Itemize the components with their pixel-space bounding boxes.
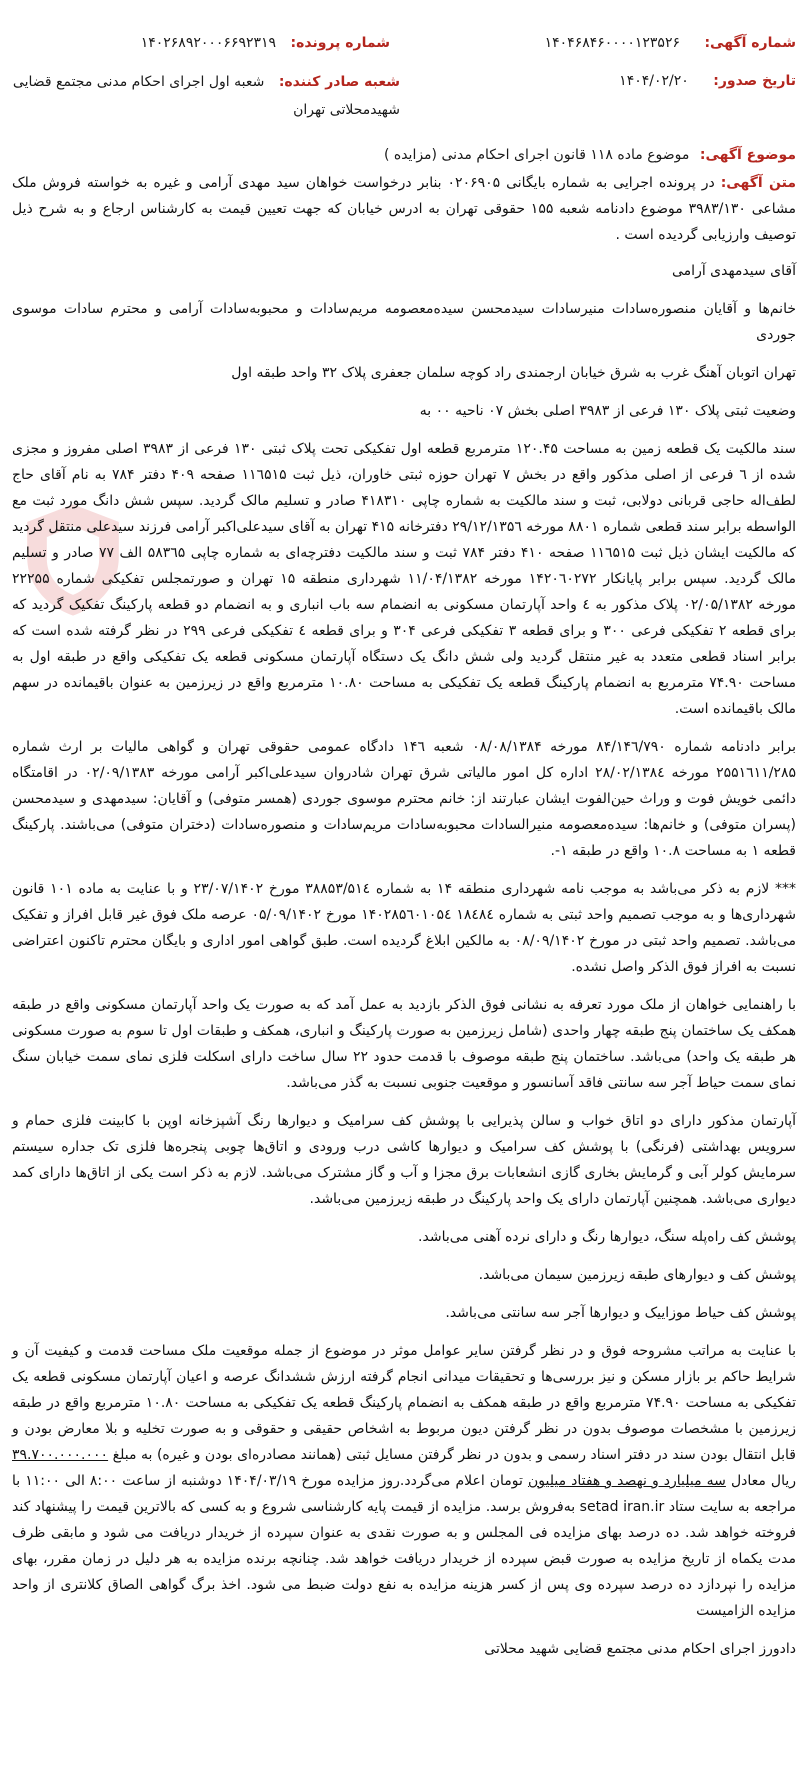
- apartment-paragraph: آپارتمان مذکور دارای دو اتاق خواب و سالن پذیرایی با پوشش کف سرامیک و دیوارها رنگ آشپزخانه اوپن با کابینت فلزی حمام و سرویس بهداشتی (فرنگی) با پوشش کف سرامیک و دیوارها کاشی درب ورودی و اتاق‌ها چوبی پنجره‌ها فلزی تک جداره سیستم سرمایش کولر آبی و گرمایش بخاری گازی انشعابات برق مجزا و آب و گاز مشترک می‌باشد. لازم به ذکر است یکی از اتاق‌ها دارای کمد دیواری می‌باشد. همچنین آپارتمان دارای یک واحد پارکینگ در طبقه زیرزمین می‌باشد.: [12, 1113, 796, 1207]
- notice-paragraph: *** لازم به ذکر می‌باشد به موجب نامه شهرداری منطقه ۱۴ به شماره ۳۸۸۵۳/۵۱٤ مورخ ۲۳/۰۷/۱۴۰۲ و با عنایت به ماده ۱۰۱ قانون شهرداری‌ها و به موجب تصمیم واحد ثبتی به شماره ۱۸٤۸٤ ۱۴۰۲۸۵٦۰۱۰۵٤ مورخ ۰۵/۰۹/۱۴۰۲ عرصه ملک فوق غیر قابل افراز و تفکیک می‌باشد. تصمیم واحد ثبتی در مورخ ۰۸/۰۹/۱۴۰۲ به مالکین ابلاغ گردیده است. طبق گواهی امور اداری و بایگان محترم تاکنون اعتراضی نسبت به افراز فوق الذکر واصل نشده.: [12, 881, 796, 975]
- parties-paragraph: خانم‌ها و آقایان منصوره‌سادات منیرسادات سیدمحسن سیده‌معصومه مریم‌سادات و محبوبه‌سادات آرامی و محترم سادات موسوی جوردی: [12, 301, 796, 343]
- yard-paragraph: پوشش کف حیاط موزاییک و دیوارها آجر سه سانتی می‌باشد.: [445, 1305, 796, 1321]
- issue-date-value: ۱۴۰۴/۰۲/۲۰: [619, 73, 689, 89]
- status-paragraph: وضعیت ثبتی پلاک ۱۳۰ فرعی از ۳۹۸۳ اصلی بخش ۰۷ ناحیه ۰۰ به: [419, 403, 796, 419]
- plaintiff-paragraph: آقای سیدمهدی آرامی: [672, 263, 796, 279]
- ad-number-value: ۱۴۰۴۶۸۴۶۰۰۰۰۱۲۳۵۲۶: [544, 35, 680, 51]
- valuation-paragraph: [12, 1338, 796, 1624]
- intro-paragraph: [12, 170, 796, 248]
- text-label: متن آگهی:: [720, 175, 796, 191]
- signature-line: دادورز اجرای احکام مدنی مجتمع قضایی شهید محلاتی: [484, 1641, 796, 1657]
- issuer-label: شعبه صادر کننده:: [278, 74, 400, 90]
- announcement-body: [12, 170, 796, 1674]
- issue-date-row: [416, 68, 796, 94]
- stairs-paragraph: پوشش کف راه‌پله سنگ، دیوارها رنگ و دارای نرده آهنی می‌باشد.: [418, 1229, 796, 1245]
- ad-number-label: شماره آگهی:: [704, 35, 796, 51]
- intro-text: در پرونده اجرایی به شماره بایگانی ۰۲۰۶۹۰۵ بنابر درخواست خواهان سید مهدی آرامی و غیره به خواسته فروش ملک مشاعی ۳۹۸۳/۱۳۰ موضوع دادنامه شعبه ۱۵۵ حقوقی تهران به ادرس خیابان که جهت تعیین قیمت به کارشناس ارجاع و به شرح ذیل توصیف وارزیابی گردیده است .: [12, 175, 797, 243]
- amount-words: سه میلیارد و نهصد و هفتاد میلیون: [527, 1473, 726, 1489]
- issuer-value: شعبه اول اجرای احکام مدنی مجتمع قضایی شهیدمحلاتی تهران: [12, 74, 400, 118]
- header-block: [0, 0, 806, 140]
- inheritance-paragraph: برابر دادنامه شماره ۸۴/۱۴٦/۷۹۰ مورخه ۰۸/۰۸/۱۳۸۴ شعبه ۱۴٦ دادگاه عمومی حقوقی تهران و گواهی مالیات بر ارث شماره ۲۵۵۱٦۱۱/۲۸۵ مورخه ۲۸/۰۲/۱۳۸٤ اداره کل امور مالیاتی شرق تهران شادروان سیدعلی‌اکبر آرامی مورخه ۰۲/۰۹/۱۳۸۳ در اقامتگاه دائمی خویش فوت و وراث حین‌الفوت ایشان عبارتند از: خانم محترم موسوی جوردی (همسر متوفی) و آقایان: سیدمهدی و سیدمحسن (پسران متوفی) و خانم‌ها: سیده‌معصومه منیرالسادات محبوبه‌سادات مریم‌سادات و منصوره‌سادات (دختران متوفی) می‌باشند. پارکینگ قطعه ۱ به مساحت ۱۰.۸ واقع در طبقه ۱-.: [12, 739, 796, 859]
- case-number-value: ۱۴۰۲۶۸۹۲۰۰۰۶۶۹۲۳۱۹: [140, 35, 277, 51]
- subject-value: موضوع ماده ۱۱۸ قانون اجرای احکام مدنی (مزایده ): [383, 147, 690, 163]
- issue-date-label: تاریخ صدور:: [713, 73, 796, 89]
- valuation-text-2: تومان اعلام می‌گردد.روز مزایده مورخ ۱۴۰۴/۰۳/۱۹ دوشنبه از ساعت ۸:۰۰ الی ۱۱:۰۰ با مراجعه به سایت ستاد setad iran.ir به‌فروش برسد. مزایده از قیمت پایه کارشناسی شروع و به کسی که بالاترین قیمت را پیشنهاد کند فروخته خواهد شد. ده درصد بهای مزایده فی المجلس و به صورت نقدی به عنوان سپرده از خریدار دریافت می شود و مابقی ظرف مدت یکماه از تاریخ مزایده به صورت قبض سپرده از خریدار دریافت خواهد شد. چنانچه برنده مزایده به هر دلیل در زمان مقرر، بهای مزایده را نپردازد ده درصد سپرده وی پس از کسر هزینه مزایده به نفع دولت ضبط می شود. اخذ برگ گواهی الصاق کلانتری از واحد مزایده الزامیست: [12, 1473, 796, 1619]
- basement-paragraph: پوشش کف و دیوارهای طبقه زیرزمین سیمان می‌باشد.: [478, 1267, 796, 1283]
- ownership-paragraph: سند مالکیت یک قطعه زمین به مساحت ۱۲۰.۴۵ مترمربع قطعه اول تفکیکی تحت پلاک ثبتی ۱۳۰ فرعی از ۳۹۸۳ اصلی مفروز و مجزی شده از ٦ فرعی از اصلی مذکور واقع در بخش ۷ تهران حوزه ثبتی خاوران، ذیل ثبت ۱۱٦۵۱۵ صفحه ۴۰۹ دفتر ۷۸۴ به نام آقای حاج لطف‌اله حاجی قربانی دولابی، ثبت و سند مالکیت به شماره چاپی ۴۱۸۳۱۰ صادر و تسلیم مالک گردید. سپس شش دانگ مورد ثبت مع الواسطه برابر سند قطعی شماره ۸۸۰۱ مورخه ۲۹/۱۲/۱۳۵٦ دفترخانه ۴۱۵ تهران به آقای سیدعلی‌اکبر آرامی فرزند سیدعلی منتقل گردید که مالکیت ایشان ذیل ثبت ۱۱٦۵۱۵ صفحه ۴۱۰ دفتر ۷۸۴ ثبت و سند مالکیت دفترچه‌ای به شماره چاپی ۵۸۳٦۵ الف ۷۷ صادر و تسلیم مالک گردید. سپس برابر پایانکار ۱۴۲۰٦۰۲۷۲ مورخه ۱۱/۰۴/۱۳۸۲ شهرداری منطقه ۱۵ تهران و صورتمجلس تفکیکی شماره ۲۲۲۵۵ مورخه ۰۲/۰۵/۱۳۸۲ پلاک مذکور به ٤ واحد آپارتمان مسکونی به انضمام سه باب انباری و به انضمام دو قطعه پارکینگ تفکیک گردید که برای قطعه ۲ تفکیکی فرعی ۳۰۰ و برای قطعه ۳ تفکیکی فرعی ۳۰۴ و برای قطعه ٤ تفکیکی فرعی ۲۹۹ در نظر گرفته شده است که برابر اسناد قطعی متعدد به غیر منتقل گردید ولی شش دانگ یک دستگاه آپارتمان مسکونی قطعه یک تفکیکی واقع در طبقه اول به مساحت ۷۴.۹۰ مترمربع به انضمام پارکینگ قطعه یک تفکیکی به مساحت ۱۰.۸۰ مترمربع واقع در زیرزمین به عنوان باقیمانده در سهم مالک باقیمانده است.: [12, 441, 797, 717]
- case-number-label: شماره پرونده:: [290, 35, 390, 51]
- address-paragraph: تهران اتوبان آهنگ غرب به شرق خیابان ارجمندی راد کوچه سلمان جعفری پلاک ۳۲ واحد طبقه اول: [231, 365, 796, 381]
- subject-label: موضوع آگهی:: [699, 147, 796, 163]
- amount-number: ۳۹.۷۰۰.۰۰۰.۰۰۰: [12, 1447, 109, 1463]
- amount-rial: ریال معادل: [730, 1473, 797, 1489]
- issuer-row: [10, 68, 400, 124]
- visit-paragraph: با راهنمایی خواهان از ملک مورد تعرفه به نشانی فوق الذکر بازدید به عمل آمد که به صورت یک واحد آپارتمان مسکونی واقع در طبقه همکف یک ساختمان پنج طبقه چهار واحدی (شامل زیرزمین به صورت پارکینگ و انباری، همکف و طبقات اول تا سوم به صورت مسکونی هر طبقه یک واحد) می‌باشد. ساختمان پنج طبقه موصوف با قدمت حدود ۲۲ سال ساخت دارای اسکلت فلزی نمای سمت خیابان سنگ نمای سمت حیاط آجر سه سانتی فاقد آسانسور و موقعیت جنوبی نسبت به گذر می‌باشد.: [12, 997, 797, 1091]
- case-number-row: [10, 30, 390, 56]
- valuation-text-1: با عنایت به مراتب مشروحه فوق و در نظر گرفتن سایر عوامل موثر در موضوع از جمله موقعیت ملک مساحت قدمت و کیفیت آن و شرایط حاکم بر بازار مسکن و نیز بررسی‌ها و تحقیقات میدانی انجام گرفته ارزش ششدانگ عرصه و اعیان آپارتمان مسکونی قطعه یک تفکیکی به مساحت ۷۴.۹۰ مترمربع واقع در طبقه همکف به انضمام پارکینگ قطعه یک تفکیکی به مساحت ۱۰.۸۰ مترمربع واقع در طبقه زیرزمین با مشخصات موصوف بدون در نظر گرفتن دیون مربوط به اشخاص حقیقی و حقوقی و به صورت تخلیه و بلا معارض بودن و قابل انتقال بودن سند در دفتر اسناد رسمی و بدون در نظر گرفتن مسایل ثبتی (همانند مصادره‌ای بودن و غیره) به مبلغ: [12, 1343, 796, 1463]
- ad-number-row: [416, 30, 796, 56]
- subject-row: [10, 142, 796, 168]
